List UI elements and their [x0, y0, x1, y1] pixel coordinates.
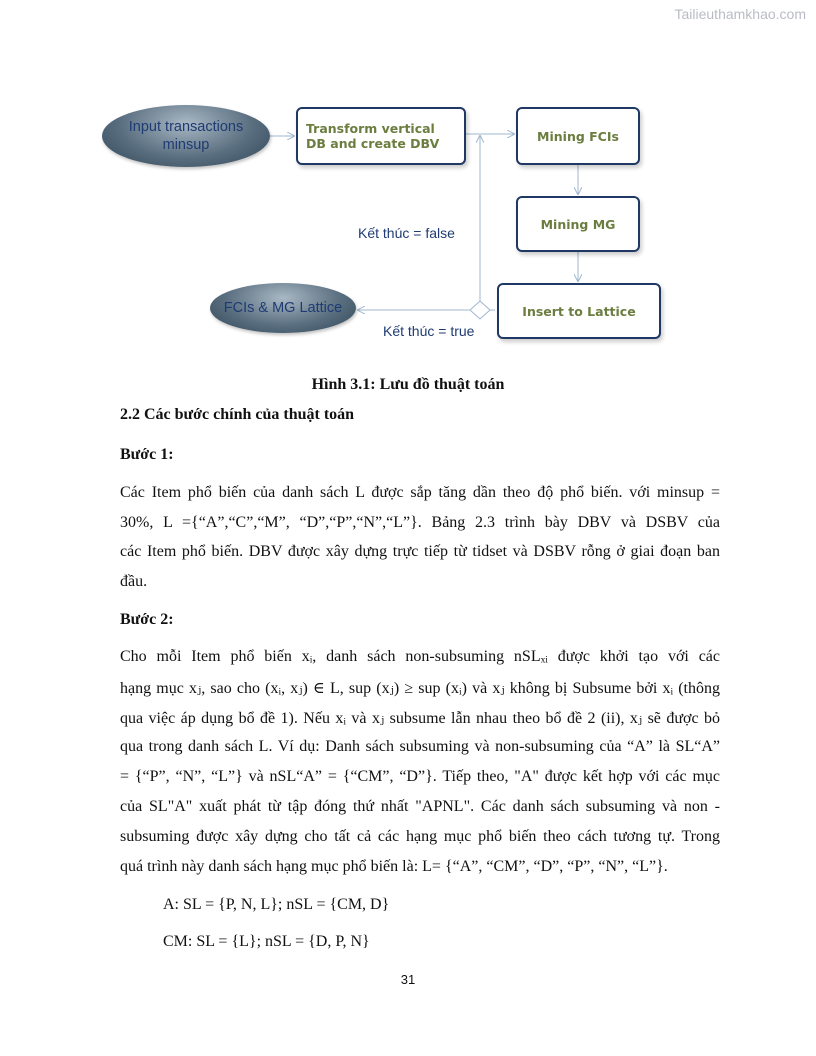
step2-line-3: qua việc áp dụng bổ đề 1). Nếu xᵢ và xⱼ subsume lẫn nhau theo bổ đề 2 (ii), xⱼ sẽ được bỏ	[120, 710, 720, 727]
decision-diamond	[470, 301, 490, 319]
formula-a: A: SL = {P, N, L}; nSL = {CM, D}	[163, 896, 390, 913]
watermark: Tailieuthamkhao.com	[674, 6, 806, 22]
transform-node	[296, 107, 466, 165]
section-title: 2.2 Các bước chính của thuật toán	[120, 406, 355, 423]
formula-cm: CM: SL = {L}; nSL = {D, P, N}	[163, 933, 370, 950]
output-node: FCIs & MG Lattice	[210, 283, 356, 333]
transform-line-1: Transform vertical	[306, 121, 435, 136]
step2-line-5: = {“P”, “N”, “L”} và nSL“A” = {“CM”, “D”}. Tiếp theo, "A" được kết hợp với các mục	[120, 768, 720, 785]
label-false: Kết thúc = false	[358, 225, 455, 241]
step1-line-4: đầu.	[120, 573, 148, 590]
step1-line-1: Các Item phổ biến của danh sách L được sắp tăng dần theo độ phổ biến. với minsup =	[120, 484, 720, 501]
mining-fcis-node: Mining FCIs	[516, 107, 640, 165]
input-line-1: Input transactions	[128, 119, 244, 135]
step2-line-4: qua trong danh sách L. Ví dụ: Danh sách subsuming và non-subsuming của “A” là SL“A”	[120, 738, 720, 755]
step1-title: Bước 1:	[120, 446, 174, 463]
step1-line-3: các Item phổ biến. DBV được xây dựng trực tiếp từ tidset và DSBV rỗng ở giai đoạn ban	[120, 543, 720, 560]
algorithm-flowchart	[0, 90, 816, 370]
figure-caption: Hình 3.1: Lưu đồ thuật toán	[311, 376, 505, 393]
step2-line-1: Cho mỗi Item phổ biến xᵢ, danh sách non-subsuming nSLₓᵢ được khởi tạo với các	[120, 648, 720, 665]
step2-line-2: hạng mục xⱼ, sao cho (xᵢ, xⱼ) ∈ L, sup (xⱼ) ≥ sup (xᵢ) và xⱼ không bị Subsume bởi xᵢ (thông	[120, 680, 720, 697]
input-node	[102, 105, 270, 167]
step1-line-2: 30%, L ={“A”,“C”,“M”, “D”,“P”,“N”,“L”}. Bảng 2.3 trình bày DBV và DSBV của	[120, 514, 720, 531]
step2-line-7: subsuming được xây dựng cho tất cả các hạng mục phổ biến theo cách tương tự. Trong	[120, 828, 720, 845]
step2-line-6: của SL"A" xuất phát từ tập đóng thứ nhất "APNL". Các danh sách subsuming và non -	[120, 798, 720, 815]
input-line-2: minsup	[162, 137, 210, 153]
step2-line-8: quá trình này danh sách hạng mục phổ biến là: L= {“A”, “CM”, “D”, “P”, “N”, “L”}.	[120, 858, 668, 875]
page-number: 31	[400, 972, 416, 987]
label-true: Kết thúc = true	[383, 323, 475, 339]
insert-lattice-node: Insert to Lattice	[497, 283, 661, 339]
step2-title: Bước 2:	[120, 611, 174, 628]
mining-mg-node: Mining MG	[516, 196, 640, 252]
transform-line-2: DB and create DBV	[306, 136, 440, 151]
